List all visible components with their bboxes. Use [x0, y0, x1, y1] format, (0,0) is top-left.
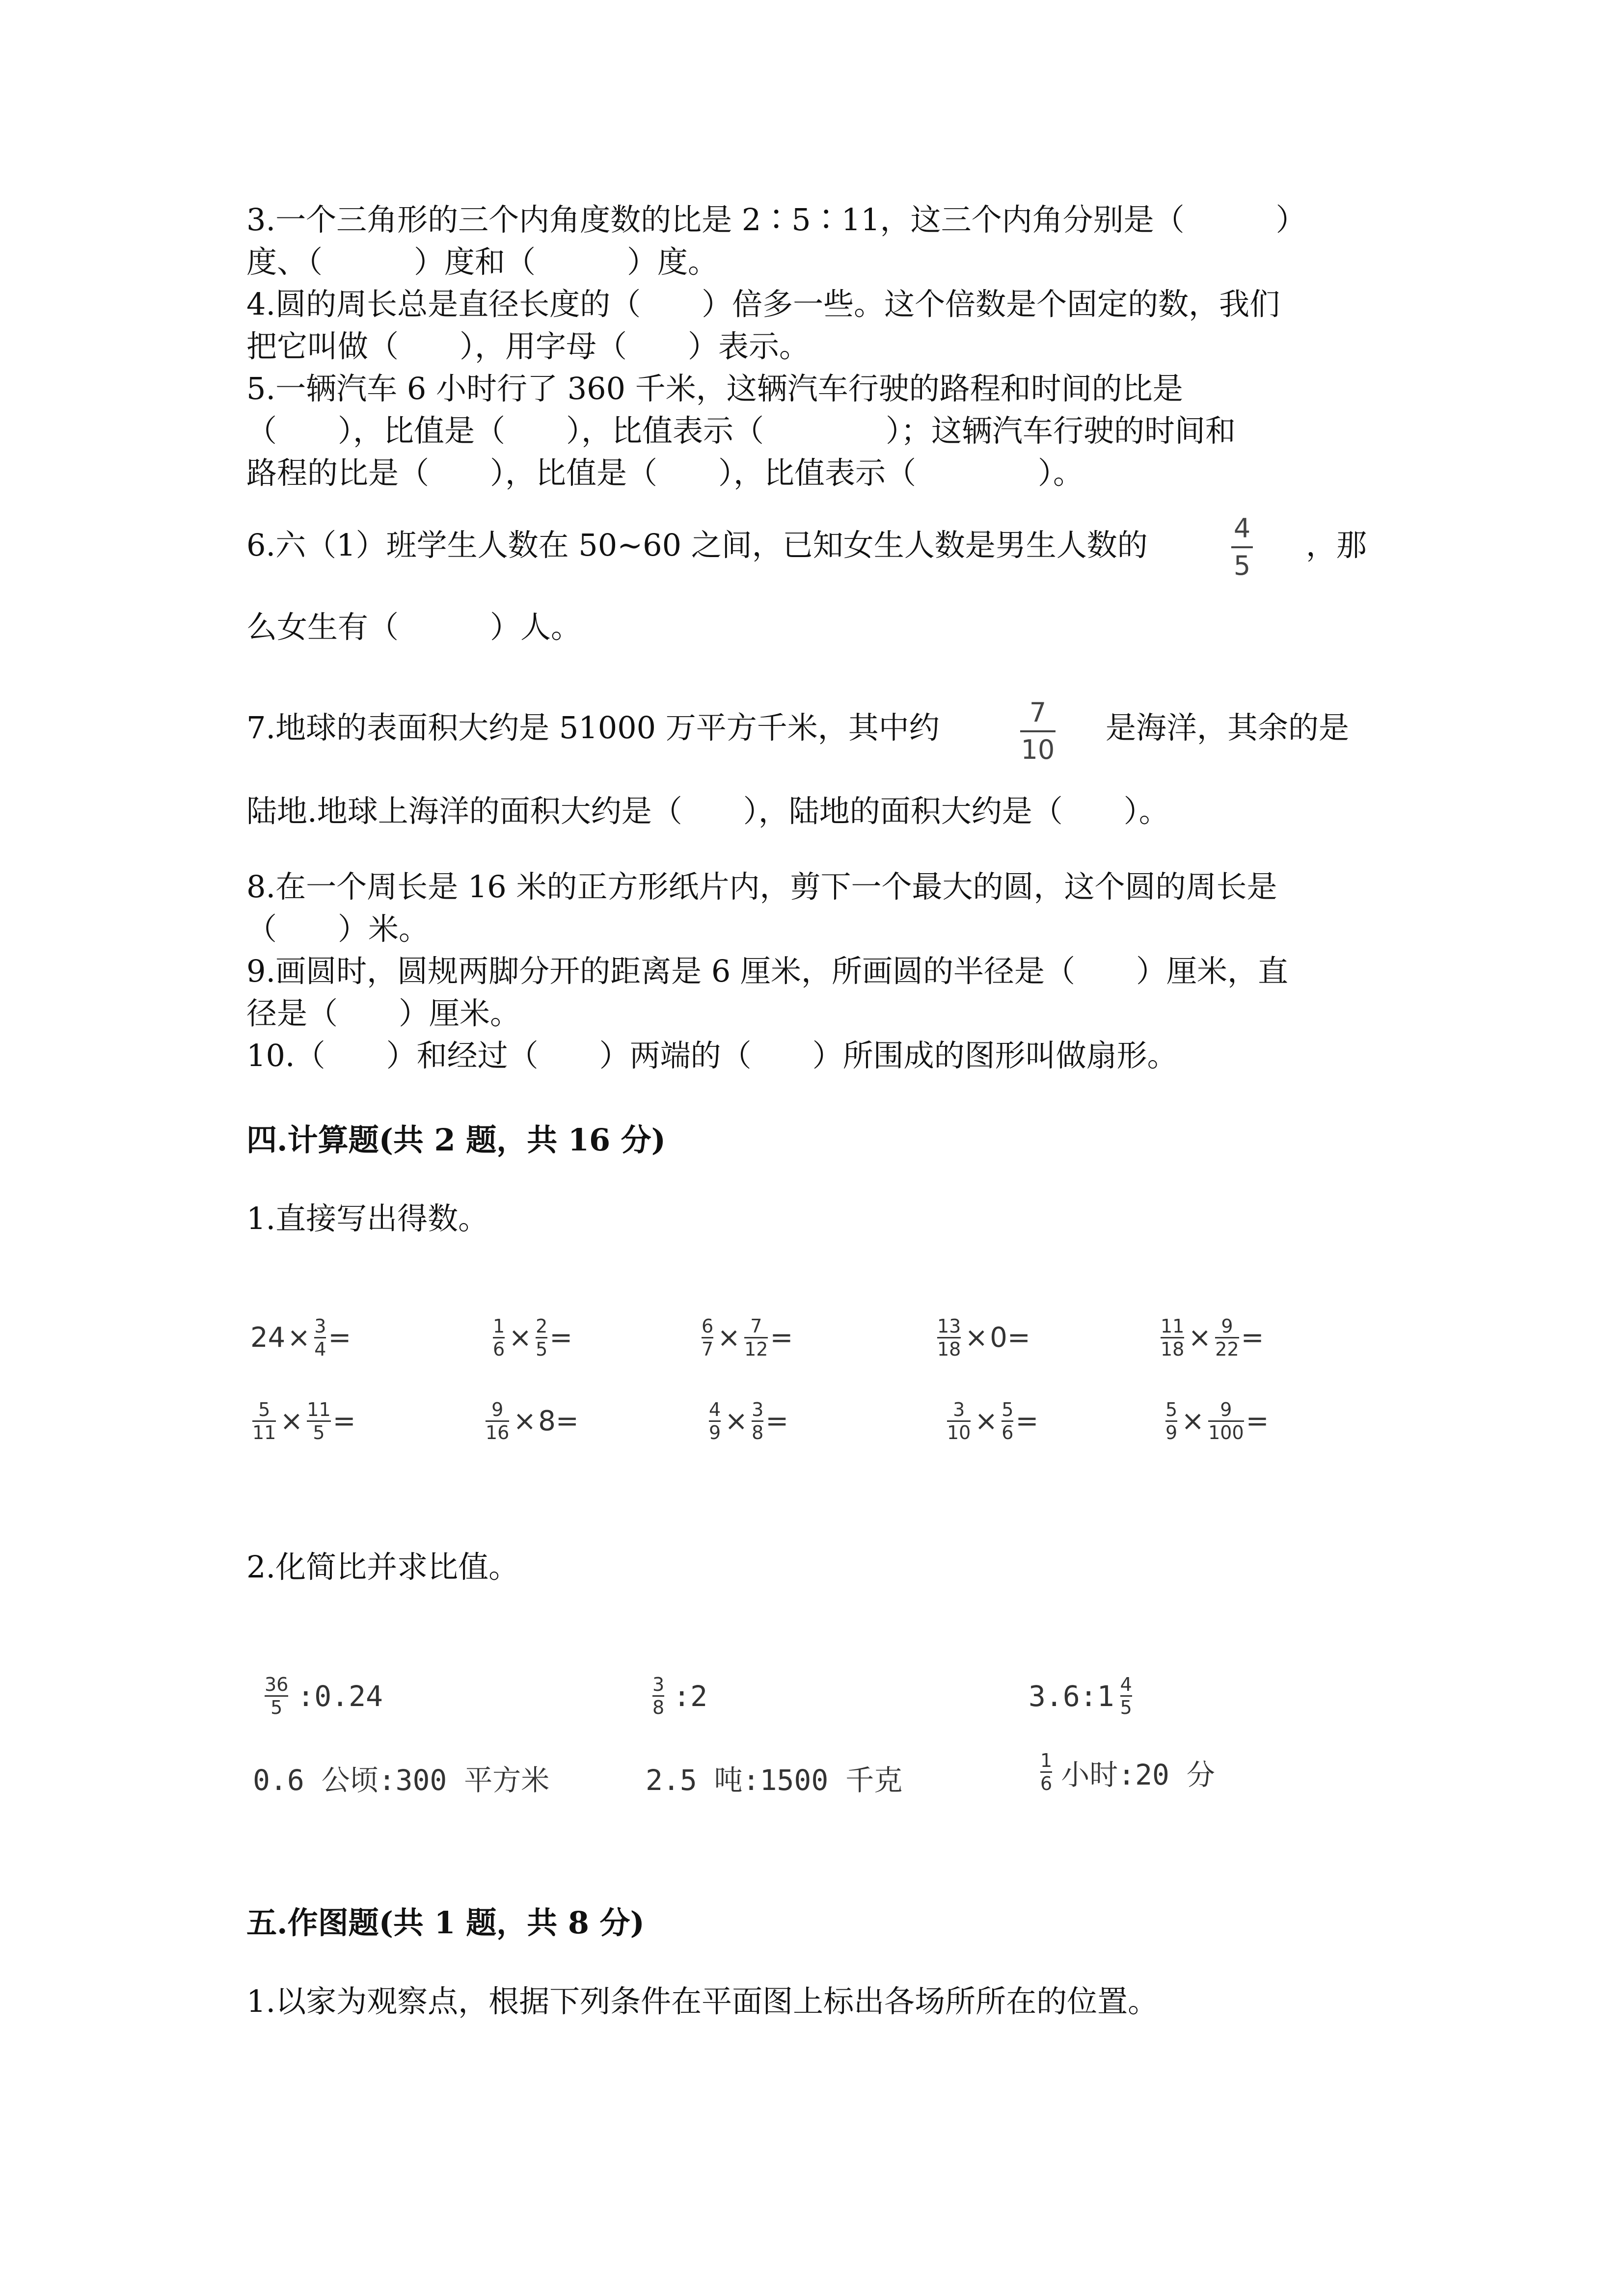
denominator: 6 — [493, 1338, 505, 1360]
calc-item — [707, 1399, 788, 1443]
equals-sign: = — [549, 1322, 573, 1354]
q6-line1b: ，那 — [1306, 527, 1367, 563]
numerator: 11 — [1161, 1315, 1185, 1337]
equals-sign: = — [765, 1405, 789, 1437]
q8-line1: 8.在一个周长是 16 米的正方形纸片内，剪下一个最大的圆，这个圆的周长是 — [246, 869, 1277, 905]
calc-item — [700, 1315, 793, 1360]
numerator: 7 — [750, 1315, 762, 1337]
denominator: 18 — [1161, 1338, 1185, 1360]
section4-q2: 2.化简比并求比值。 — [246, 1549, 519, 1585]
equals-sign: = — [332, 1405, 356, 1437]
calc-item — [484, 1399, 579, 1443]
denominator: 10 — [947, 1422, 971, 1443]
denominator: 6 — [1001, 1422, 1014, 1443]
fraction — [709, 1399, 721, 1443]
q6-fraction — [1231, 513, 1253, 582]
numerator: 9 — [491, 1399, 504, 1420]
ratio-item — [263, 1674, 383, 1718]
numerator: 5 — [1165, 1399, 1178, 1420]
times-sign: × — [513, 1405, 537, 1437]
numerator: 5 — [1001, 1399, 1014, 1420]
q7-fraction-denominator: 10 — [1021, 734, 1055, 765]
fraction — [702, 1315, 713, 1360]
denominator: 12 — [744, 1338, 768, 1360]
q5-line2: （ ），比值是（ ），比值表示（ ）；这辆汽车行驶的时间和 — [246, 413, 1236, 449]
denominator: 100 — [1208, 1422, 1244, 1443]
fraction — [947, 1399, 971, 1443]
ratio-item — [650, 1674, 707, 1718]
q6-line2: 么女生有（ ）人。 — [246, 609, 582, 645]
q7-line1a: 7.地球的表面积大约是 51000 万平方千米，其中约 — [246, 710, 940, 746]
fraction — [314, 1315, 326, 1360]
q6-fraction-numerator: 4 — [1233, 513, 1251, 544]
q7-fraction-numerator: 7 — [1029, 697, 1047, 728]
numerator: 1 — [1040, 1750, 1053, 1771]
q8-line2: （ ）米。 — [246, 911, 430, 947]
calc-int: 24 — [250, 1322, 286, 1354]
q7-fraction — [1020, 697, 1056, 766]
denominator: 8 — [752, 1422, 764, 1443]
equals-sign: = — [328, 1322, 352, 1354]
numerator: 3 — [752, 1399, 764, 1420]
q7-fraction-bar — [1020, 730, 1056, 732]
denominator: 7 — [702, 1338, 714, 1360]
ratio-rest: :0.24 — [297, 1679, 383, 1713]
denominator: 22 — [1215, 1338, 1239, 1360]
fraction — [1040, 1750, 1052, 1794]
numerator: 36 — [265, 1674, 289, 1695]
numerator: 6 — [702, 1315, 714, 1337]
equals-sign: = — [770, 1322, 793, 1354]
fraction — [1215, 1315, 1239, 1360]
times-sign: × — [287, 1322, 311, 1354]
denominator: 9 — [1165, 1422, 1178, 1443]
equals-sign: = — [1015, 1405, 1039, 1437]
times-sign: × — [965, 1322, 988, 1354]
q9-line1: 9.画圆时，圆规两脚分开的距离是 6 厘米，所画圆的半径是（ ）厘米，直 — [246, 953, 1289, 989]
denominator: 5 — [313, 1422, 325, 1443]
numerator: 11 — [307, 1399, 331, 1420]
denominator: 9 — [709, 1422, 721, 1443]
times-sign: × — [1188, 1322, 1212, 1354]
ratio-item — [253, 1757, 549, 1798]
ratio-rest: :2 — [673, 1679, 708, 1713]
q4-line2: 把它叫做（ ），用字母（ ）表示。 — [246, 328, 810, 364]
q5-line3: 路程的比是（ ），比值是（ ），比值表示（ ）。 — [246, 455, 1084, 491]
denominator: 11 — [252, 1422, 276, 1443]
calc-item — [945, 1399, 1038, 1443]
fraction — [252, 1399, 276, 1443]
times-sign: × — [509, 1322, 532, 1354]
fraction — [652, 1674, 664, 1718]
fraction — [486, 1399, 509, 1443]
denominator: 16 — [486, 1422, 510, 1443]
calc-item — [1159, 1315, 1264, 1360]
numerator: 5 — [258, 1399, 271, 1420]
q7-line1b: 是海洋，其余的是 — [1106, 710, 1350, 746]
times-sign: × — [725, 1405, 748, 1437]
calc-item — [250, 1315, 351, 1360]
q4-line1: 4.圆的周长总是直径长度的（ ）倍多一些。这个倍数是个固定的数，我们 — [246, 286, 1280, 322]
ratio-rest: 小时:20 分 — [1061, 1758, 1215, 1791]
fraction — [1161, 1315, 1184, 1360]
denominator: 4 — [314, 1338, 326, 1360]
denominator: 5 — [271, 1697, 283, 1718]
calc-item — [491, 1315, 572, 1360]
ratio-text: 0.6 公顷:300 平方米 — [253, 1763, 550, 1797]
ratio-item — [646, 1757, 902, 1798]
fraction — [1165, 1399, 1177, 1443]
fraction — [937, 1315, 961, 1360]
q6-fraction-denominator: 5 — [1233, 550, 1251, 581]
equals-sign: = — [555, 1405, 579, 1437]
q5-line1: 5.一辆汽车 6 小时行了 360 千米，这辆汽车行驶的路程和时间的比是 — [246, 371, 1183, 406]
equals-sign: = — [1007, 1322, 1030, 1354]
fraction — [1208, 1399, 1244, 1443]
calc-item — [935, 1315, 1030, 1360]
numerator: 3 — [652, 1674, 665, 1695]
numerator: 9 — [1220, 1399, 1232, 1420]
calc-int: 8 — [538, 1405, 556, 1437]
fraction — [1001, 1399, 1013, 1443]
section4-q1: 1.直接写出得数。 — [246, 1201, 489, 1236]
times-sign: × — [717, 1322, 741, 1354]
numerator: 4 — [1120, 1674, 1132, 1695]
times-sign: × — [1181, 1405, 1205, 1437]
denominator: 8 — [652, 1697, 665, 1718]
equals-sign: = — [1241, 1322, 1264, 1354]
numerator: 13 — [937, 1315, 961, 1337]
q3-line1: 3.一个三角形的三个内角度数的比是 2∶5∶11，这三个内角分别是（ ） — [246, 202, 1306, 238]
q6-fraction-bar — [1231, 546, 1253, 548]
q3-line2: 度、（ ）度和（ ）度。 — [246, 244, 719, 280]
numerator: 3 — [314, 1315, 326, 1337]
q6-line1a: 6.六（1）班学生人数在 50~60 之间，已知女生人数是男生人数的 — [246, 527, 1148, 563]
times-sign: × — [974, 1405, 998, 1437]
numerator: 3 — [953, 1399, 965, 1420]
fraction — [752, 1399, 763, 1443]
ratio-item — [1029, 1674, 1134, 1718]
section5-q1: 1.以家为观察点，根据下列条件在平面图上标出各场所所在的位置。 — [246, 1983, 1159, 2019]
q10-line: 10.（ ）和经过（ ）两端的（ ）所围成的图形叫做扇形。 — [246, 1038, 1178, 1073]
q9-line2: 径是（ ）厘米。 — [246, 995, 521, 1031]
fraction — [1120, 1674, 1132, 1718]
calc-item — [250, 1399, 356, 1443]
equals-sign: = — [1245, 1405, 1269, 1437]
calc-int: 0 — [990, 1322, 1007, 1354]
ratio-item — [1038, 1750, 1215, 1794]
fraction — [493, 1315, 505, 1360]
section4-title: 四.计算题(共 2 题，共 16 分) — [246, 1122, 666, 1158]
numerator: 4 — [709, 1399, 721, 1420]
numerator: 9 — [1221, 1315, 1233, 1337]
section5-title: 五.作图题(共 1 题，共 8 分) — [246, 1905, 645, 1941]
q7-line2: 陆地.地球上海洋的面积大约是（ ），陆地的面积大约是（ ）。 — [246, 793, 1169, 829]
fraction — [744, 1315, 768, 1360]
numerator: 2 — [536, 1315, 548, 1337]
fraction — [307, 1399, 330, 1443]
fraction — [265, 1674, 288, 1718]
denominator: 6 — [1040, 1773, 1053, 1794]
calc-item — [1164, 1399, 1269, 1443]
times-sign: × — [280, 1405, 303, 1437]
ratio-text: 2.5 吨:1500 千克 — [646, 1763, 903, 1797]
denominator: 18 — [937, 1338, 961, 1360]
denominator: 5 — [1120, 1697, 1132, 1718]
denominator: 5 — [536, 1338, 548, 1360]
numerator: 1 — [493, 1315, 505, 1337]
fraction — [536, 1315, 547, 1360]
ratio-prefix: 3.6:1 — [1029, 1679, 1114, 1713]
